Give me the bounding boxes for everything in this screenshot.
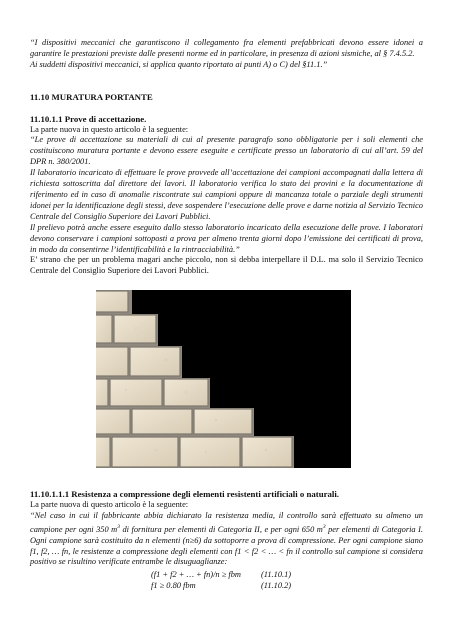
brick <box>112 437 178 467</box>
brick <box>96 291 128 312</box>
brick <box>180 437 240 467</box>
quote-paragraph-4 <box>30 511 423 568</box>
brick <box>242 437 292 467</box>
formula-row <box>30 570 423 581</box>
document-page <box>30 38 423 592</box>
formula-expression: f1 ≥ 0.80 fbm <box>151 581 196 591</box>
subsection-heading-1: 11.10.1.1 Prove di accettazione. <box>30 113 147 124</box>
intro-quote-2: Ai suddetti dispositivi meccanici, si applica quanto riportato ai punti A) o C) del §11.1.” <box>30 59 328 69</box>
subsection-lead-1: La parte nuova in questo articolo è la seguente: <box>30 124 189 134</box>
formula-number: (11.10.2) <box>261 581 292 591</box>
brick <box>130 347 180 376</box>
brick-wall-illustration <box>96 290 351 468</box>
superscript-cubic: 3 <box>117 523 120 530</box>
formula-row <box>30 581 423 592</box>
brick <box>96 347 128 376</box>
quote-text-b: di fornitura per elementi di Categoria II, e per ogni 650 m <box>119 524 323 534</box>
brick <box>96 379 108 406</box>
quote-text-a: “Nel caso in cui il fabbricante abbia dichiarato la resistenza media, il controllo sarà effettuato su almeno un campione per ogni 350 m <box>30 511 423 534</box>
formula-number: (11.10.1) <box>261 570 292 580</box>
quote-paragraph-3: Il prelievo potrà anche essere eseguito dallo stesso laboratorio incaricato della esecuzione delle prove. I laboratori devono conservare i campioni sottoposti a prova per almeno trenta giorni dopo l’emissione dei certificati di prova, in modo da consentirne l’identificabilità e la rintracciabilità.” <box>30 222 423 254</box>
brick <box>96 409 130 434</box>
brick <box>132 409 192 434</box>
quote-text-c: per elementi di Categoria I. Ogni campione sarà costituito da n elementi (n≥6) da sottoporre a prova di compressione. Per ogni campione siano f1, f2, … fn, le resistenze a compressione degli elementi con f1 < f2 < … < fn il controllo sul campione si considera positivo se risultino verificate entrambe le disuguaglianze: <box>30 524 423 567</box>
brick-wall-photo <box>96 290 351 468</box>
brick <box>110 379 162 406</box>
formula-block <box>30 570 423 592</box>
brick <box>194 409 252 434</box>
subsection-heading-2: 11.10.1.1.1 Resistenza a compressione degli elementi resistenti artificiali o naturali. <box>30 489 339 500</box>
quote-paragraph-2: Il laboratorio incaricato di effettuare le prove provvede all’accettazione dei campioni accompagnati dalla lettera di richiesta sottoscritta dal direttore dei lavori. Il laboratorio verifica lo stato dei provini e la documentazione di riferimento ed in caso di anomalie riscontrate sui campioni oppure di mancanza totale o parziale degli strumenti idonei per la identificazione degli stessi, deve sospendere l’esecuzione delle prove e darne notizia al Servizio Tecnico Centrale del Consiglio Superiore dei Lavori Pubblici. <box>30 168 423 221</box>
section-heading: 11.10 MURATURA PORTANTE <box>30 91 153 102</box>
formula-expression: (f1 + f2 + … + fn)/n ≥ fbm <box>151 570 241 580</box>
quote-paragraph-1: “Le prove di accettazione su materiali di cui al presente paragrafo sono obbligatorie per i soli elementi che costituiscono muratura portante e devono essere eseguite e certificate presso un laboratorio di cui all’art. 59 del DPR n. 380/2001. <box>30 135 423 167</box>
author-comment: E’ strano che per un problema magari anche piccolo, non si debba interpellare il D.L. ma solo il Servizio Tecnico Centrale del Consiglio Superiore dei Lavori Pubblici. <box>30 255 423 276</box>
photo-container <box>30 290 423 468</box>
subsection-lead-2: La parte nuova di questo articolo è la seguente: <box>30 500 189 510</box>
brick <box>96 437 110 467</box>
brick <box>114 315 156 343</box>
superscript-cubic: 3 <box>322 523 326 530</box>
brick <box>96 315 112 343</box>
intro-quote-1: “I dispositivi meccanici che garantiscono il collegamento fra elementi prefabbricati devono essere idonei a garantire le prestazioni previste dalle presenti norme ed in particolare, in presenza di azioni sismiche, al § 7.4.5.2. <box>30 38 423 58</box>
